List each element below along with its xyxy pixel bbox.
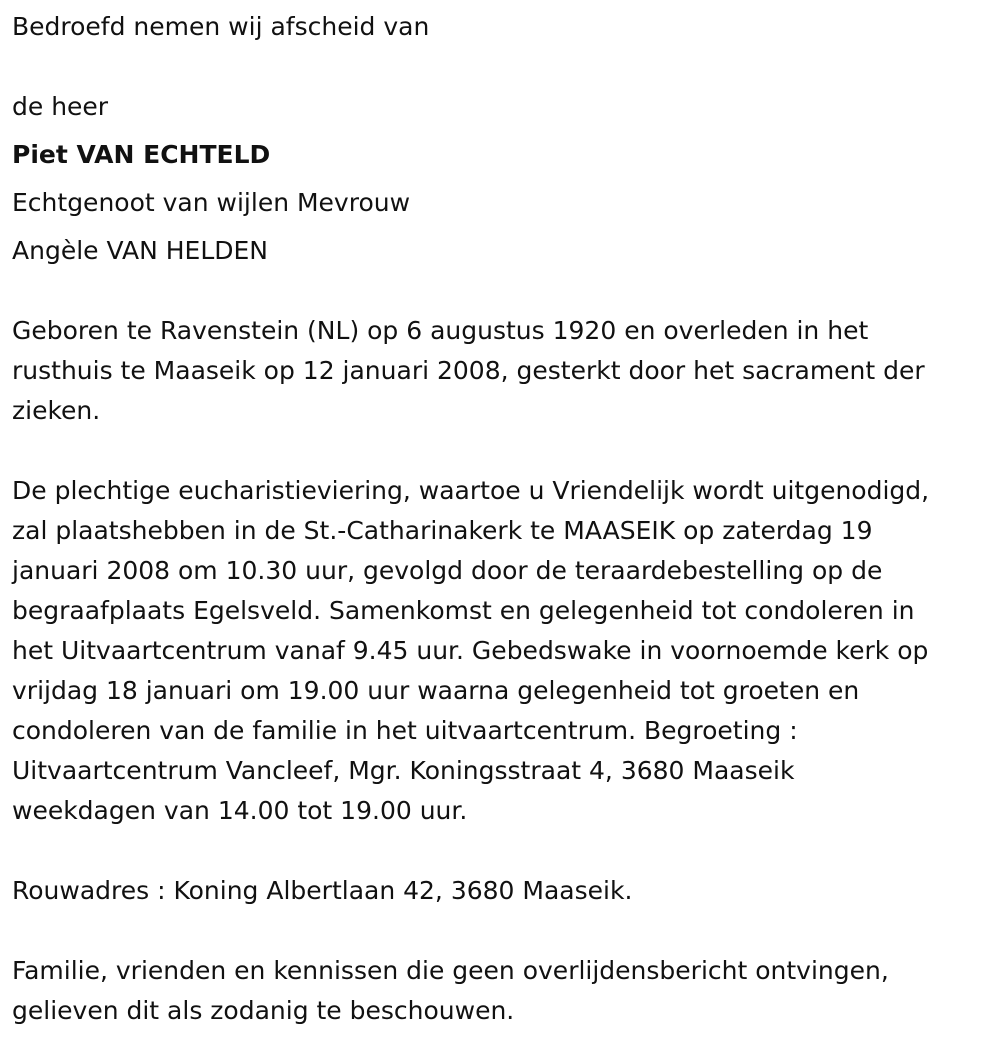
paragraph-line: begraafplaats Egelsveld. Samenkomst en gelegenheid tot condoleren in	[12, 596, 915, 625]
spacer	[12, 431, 988, 471]
paragraph-line: rusthuis te Maaseik op 12 januari 2008, gesterkt door het sacrament der	[12, 356, 925, 385]
spouse-line-1: Echtgenoot van wijlen Mevrouw	[12, 188, 411, 217]
spacer	[12, 47, 988, 87]
birth-death-paragraph	[12, 311, 997, 431]
paragraph-line: vrijdag 18 januari om 19.00 uur waarna gelegenheid tot groeten en	[12, 676, 860, 705]
paragraph-line: zal plaatshebben in de St.-Catharinakerk te MAASEIK op zaterdag 19	[12, 516, 873, 545]
paragraph-line: januari 2008 om 10.30 uur, gevolgd door de teraardebestelling op de	[12, 556, 883, 585]
paragraph-line: het Uitvaartcentrum vanaf 9.45 uur. Gebedswake in voornoemde kerk op	[12, 636, 929, 665]
closing-paragraph	[12, 951, 997, 1031]
paragraph-line: gelieven dit als zodanig te beschouwen.	[12, 996, 515, 1025]
spacer	[12, 911, 988, 951]
spacer	[12, 271, 988, 311]
mourning-address: Rouwadres : Koning Albertlaan 42, 3680 Maaseik.	[12, 876, 633, 905]
paragraph-line: zieken.	[12, 396, 101, 425]
paragraph-line: Geboren te Ravenstein (NL) op 6 augustus 1920 en overleden in het	[12, 316, 869, 345]
paragraph-line: condoleren van de familie in het uitvaartcentrum. Begroeting :	[12, 716, 798, 745]
paragraph-line: Uitvaartcentrum Vancleef, Mgr. Koningsstraat 4, 3680 Maaseik	[12, 756, 795, 785]
spacer	[12, 831, 988, 871]
paragraph-line: weekdagen van 14.00 tot 19.00 uur.	[12, 796, 468, 825]
salutation: de heer	[12, 92, 109, 121]
deceased-name: Piet VAN ECHTELD	[12, 140, 271, 169]
paragraph-line: Familie, vrienden en kennissen die geen overlijdensbericht ontvingen,	[12, 956, 889, 985]
intro-text: Bedroefd nemen wij afscheid van	[12, 12, 430, 41]
ceremony-paragraph	[12, 471, 997, 831]
paragraph-line: De plechtige eucharistieviering, waartoe u Vriendelijk wordt uitgenodigd,	[12, 476, 930, 505]
spouse-line-2: Angèle VAN HELDEN	[12, 236, 268, 265]
